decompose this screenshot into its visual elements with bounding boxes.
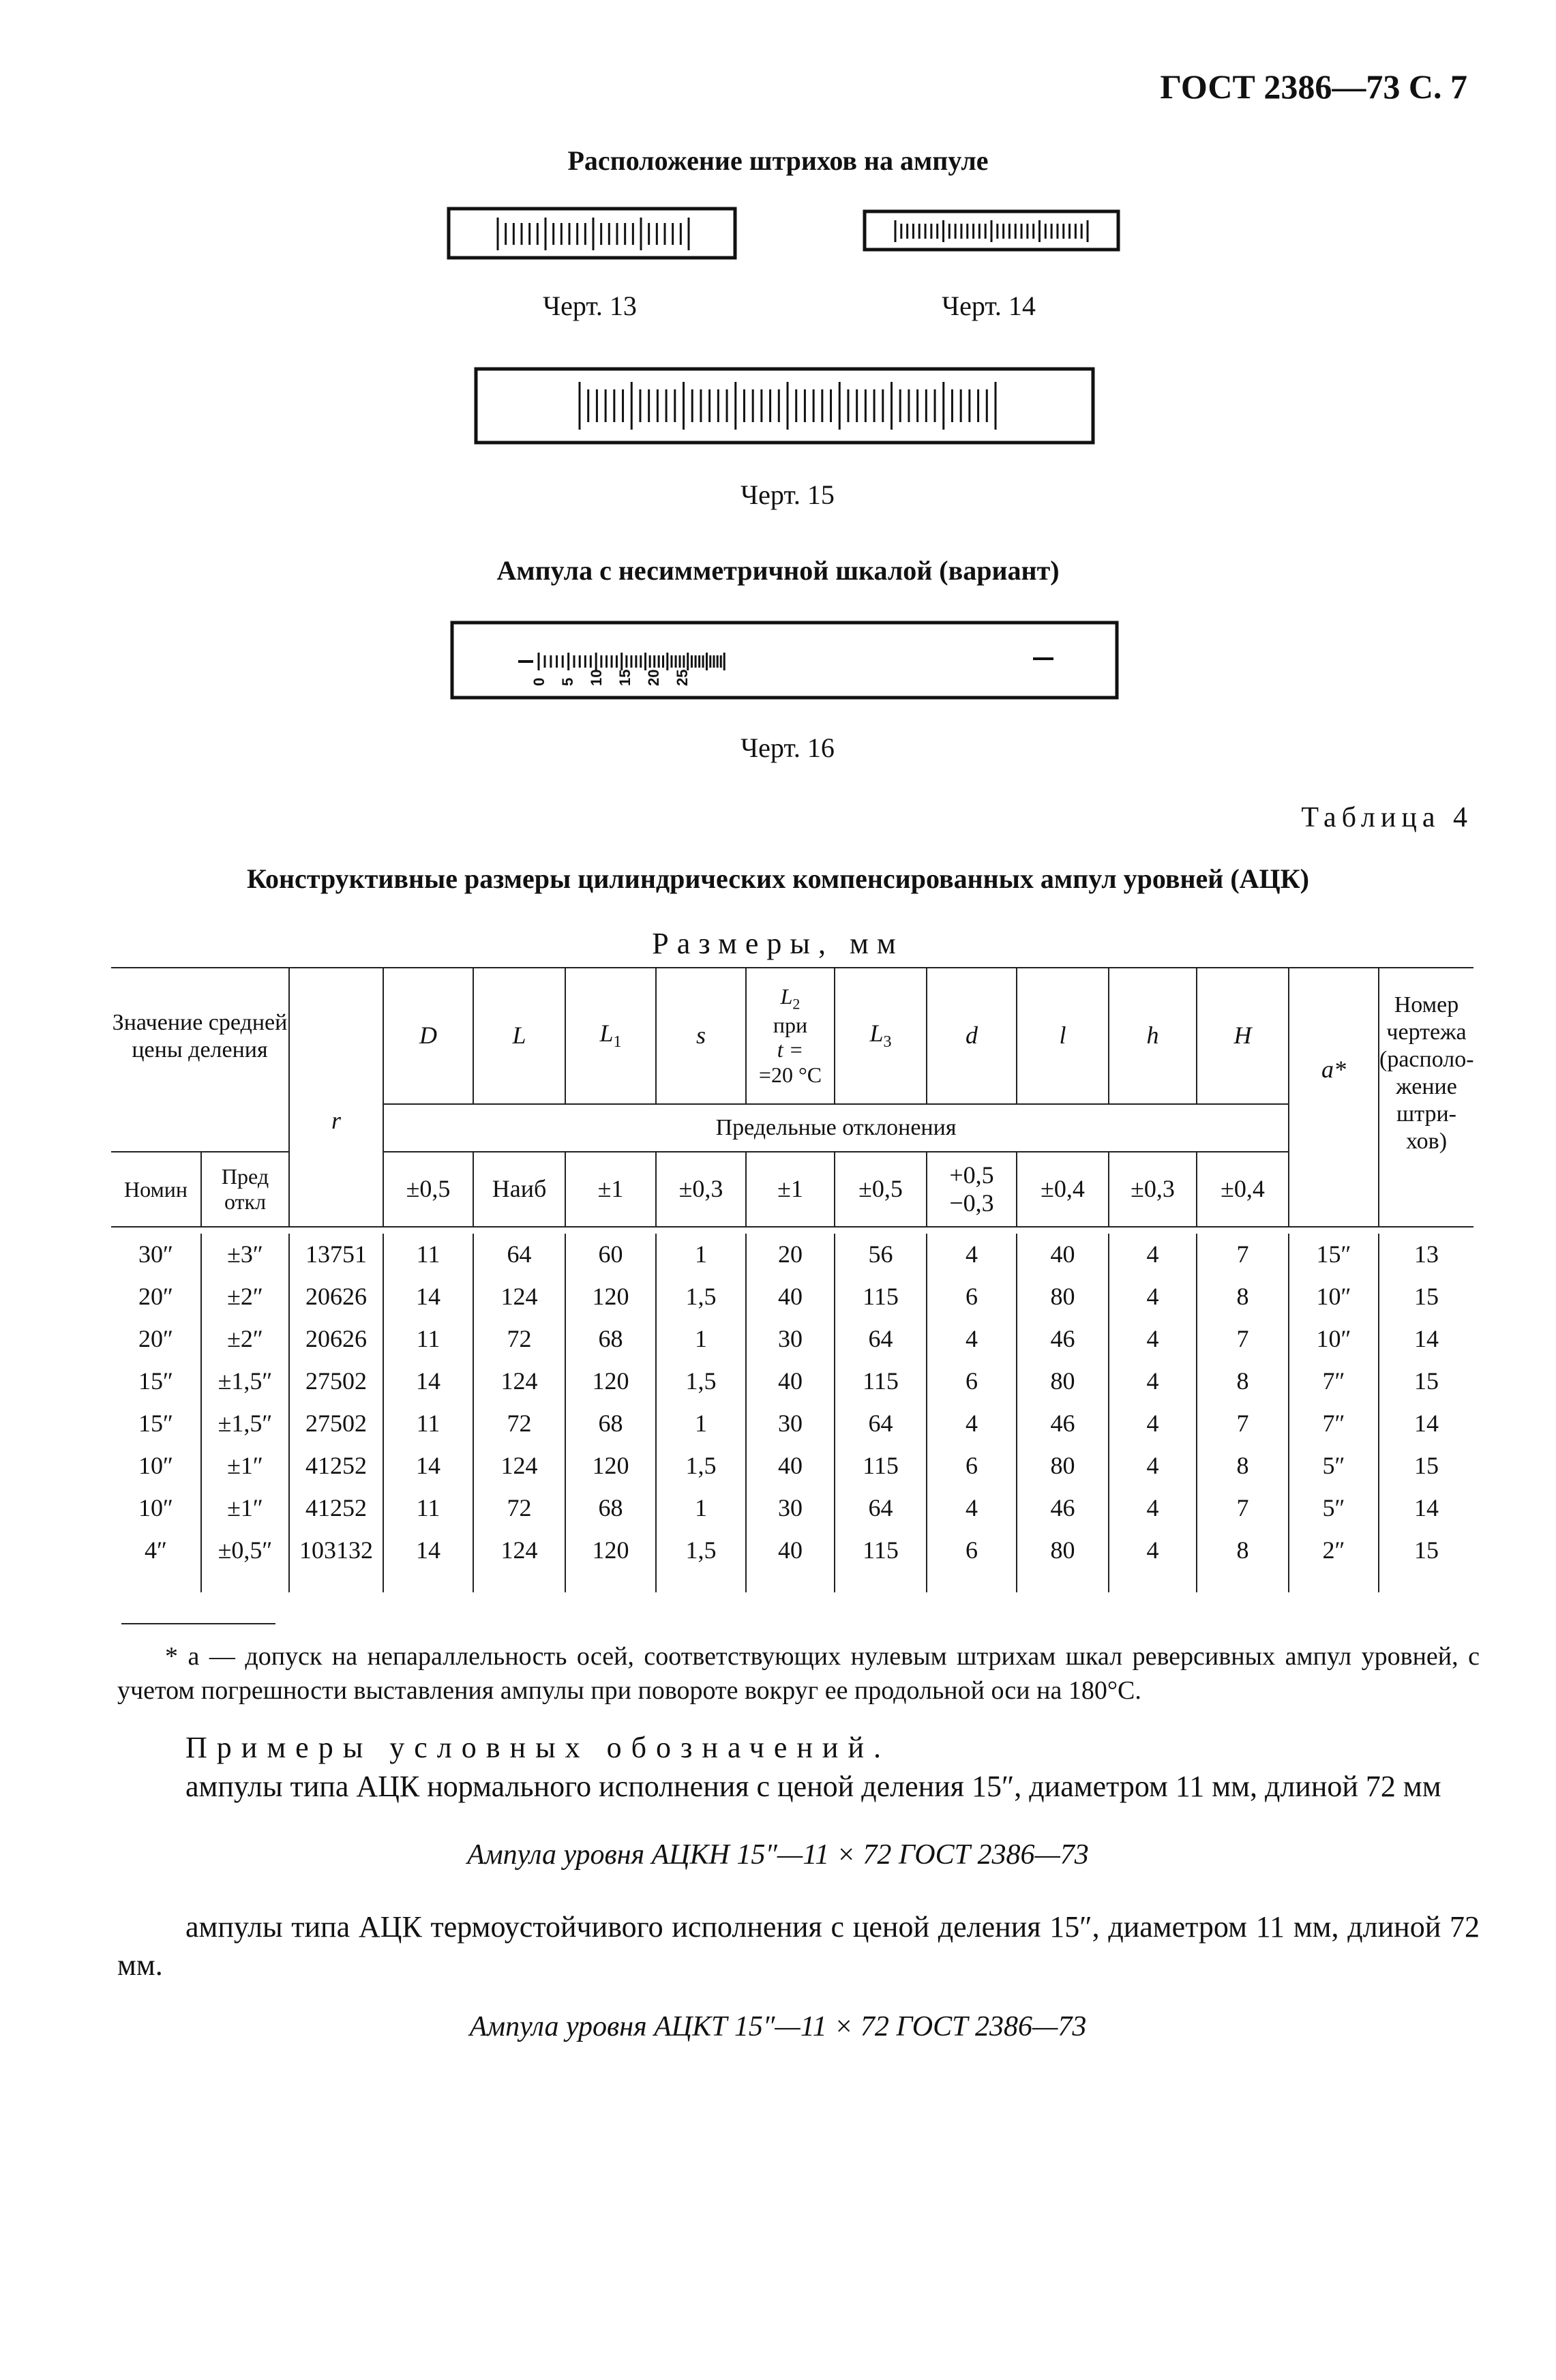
cell-L: 64: [473, 1234, 565, 1276]
cell-a: 7″: [1289, 1403, 1379, 1445]
cell-D: 14: [383, 1276, 473, 1318]
figure-15-caption: Черт. 15: [740, 479, 835, 510]
cell-h: 4: [1109, 1318, 1197, 1360]
cell-H: 7: [1197, 1487, 1289, 1530]
tol-L1: ±1: [565, 1152, 656, 1227]
cell-L1: 60: [565, 1234, 656, 1276]
cell-L3: 64: [835, 1403, 927, 1445]
cell-fig: 15: [1414, 1367, 1439, 1395]
dimensions-table: [111, 967, 1473, 1592]
cell-d: 6: [927, 1276, 1017, 1318]
cell-l: 80: [1017, 1276, 1109, 1318]
cell-d: 4: [927, 1403, 1017, 1445]
cell-fig: 14: [1414, 1494, 1439, 1522]
scale-label: 5: [559, 677, 576, 686]
cell-D: 14: [383, 1530, 473, 1572]
cell-a: 7″: [1289, 1360, 1379, 1403]
figure-14-caption: Черт. 14: [942, 291, 1036, 321]
cell-dev: ±1,5″: [201, 1403, 289, 1445]
header-L: L: [473, 968, 565, 1104]
cell-H: 8: [1197, 1276, 1289, 1318]
example-1-designation: Ампула уровня АЦКН 15″—11 × 72 ГОСТ 2386—73: [467, 1839, 1089, 1871]
cell-L: 124: [473, 1530, 565, 1572]
cell-L: 124: [473, 1276, 565, 1318]
cell-H: 7: [1197, 1234, 1289, 1276]
table-row: [111, 1318, 1473, 1360]
cell-L1: 120: [565, 1360, 656, 1403]
cell-h: 4: [1109, 1360, 1197, 1403]
tol-L: Наиб: [473, 1152, 565, 1227]
cell-h: 4: [1109, 1234, 1197, 1276]
cell-nom: 20″: [111, 1318, 201, 1360]
cell-a: 10″: [1289, 1318, 1379, 1360]
table-number: Таблица 4: [1301, 802, 1473, 833]
cell-h: 4: [1109, 1276, 1197, 1318]
header-H: H: [1197, 968, 1289, 1104]
cell-s: 1: [656, 1234, 746, 1276]
cell-s: 1,5: [656, 1360, 746, 1403]
cell-H: 8: [1197, 1445, 1289, 1487]
cell-h: 4: [1109, 1445, 1197, 1487]
cell-s: 1,5: [656, 1445, 746, 1487]
cell-L3: 64: [835, 1318, 927, 1360]
tol-L2: ±1: [746, 1152, 835, 1227]
cell-L1: 120: [565, 1530, 656, 1572]
cell-fig: 15: [1414, 1283, 1439, 1311]
header-nominal: Номин: [111, 1152, 201, 1227]
cell-L3: 64: [835, 1487, 927, 1530]
asymmetric-scale-title: Ампула с несимметричной шкалой (вариант): [496, 555, 1060, 586]
header-L3: $L_3$: [835, 968, 927, 1104]
cell-L2: 30: [746, 1487, 835, 1530]
cell-L: 72: [473, 1487, 565, 1530]
cell-r: 20626: [289, 1318, 383, 1360]
cell-dev: ±0,5″: [201, 1530, 289, 1572]
cell-r: 27502: [289, 1403, 383, 1445]
cell-s: 1,5: [656, 1276, 746, 1318]
table-row: [111, 1234, 1473, 1276]
scale-label: 0: [530, 677, 548, 686]
cell-L2: 30: [746, 1318, 835, 1360]
cell-L3: 115: [835, 1445, 927, 1487]
tol-L3: ±0,5: [835, 1152, 927, 1227]
header-L2: $L_2$ при t = =20 °С: [746, 968, 835, 1104]
cell-H: 7: [1197, 1403, 1289, 1445]
cell-a: 15″: [1289, 1234, 1379, 1276]
cell-dev: ±1″: [201, 1445, 289, 1487]
cell-r: 13751: [289, 1234, 383, 1276]
cell-fig: 15: [1414, 1452, 1439, 1480]
header-drawing-number: Номер чертежа (располо-жение штри-хов): [1379, 968, 1473, 1227]
cell-nom: 10″: [111, 1487, 201, 1530]
cell-L3: 56: [835, 1234, 927, 1276]
cell-h: 4: [1109, 1487, 1197, 1530]
cell-l: 46: [1017, 1403, 1109, 1445]
cell-nom: 30″: [111, 1234, 201, 1276]
table-row: [111, 1276, 1473, 1318]
cell-r: 41252: [289, 1487, 383, 1530]
cell-D: 11: [383, 1234, 473, 1276]
page-header: ГОСТ 2386—73 С. 7: [1160, 68, 1467, 106]
header-h: h: [1109, 968, 1197, 1104]
header-d: d: [927, 968, 1017, 1104]
header-r: r: [289, 968, 383, 1227]
cell-l: 40: [1017, 1234, 1109, 1276]
header-L1: $L_1$: [565, 968, 656, 1104]
scale-label: 10: [588, 669, 605, 686]
cell-l: 46: [1017, 1487, 1109, 1530]
cell-r: 20626: [289, 1276, 383, 1318]
cell-H: 7: [1197, 1318, 1289, 1360]
cell-D: 11: [383, 1487, 473, 1530]
cell-L3: 115: [835, 1276, 927, 1318]
cell-D: 11: [383, 1403, 473, 1445]
table-row: [111, 1403, 1473, 1445]
table-subtitle: Размеры, мм: [652, 927, 904, 960]
cell-d: 4: [927, 1234, 1017, 1276]
table-row: [111, 1445, 1473, 1487]
cell-d: 4: [927, 1318, 1017, 1360]
cell-L2: 40: [746, 1530, 835, 1572]
figure-13-ampoule: [447, 207, 740, 263]
cell-dev: ±1,5″: [201, 1360, 289, 1403]
cell-L1: 68: [565, 1403, 656, 1445]
tol-l: ±0,4: [1017, 1152, 1109, 1227]
cell-nom: 20″: [111, 1276, 201, 1318]
cell-D: 14: [383, 1360, 473, 1403]
cell-fig: 15: [1414, 1536, 1439, 1564]
example-2-designation: Ампула уровня АЦКТ 15″—11 × 72 ГОСТ 2386—73: [469, 2011, 1087, 2042]
header-limit-deviations: Предельные отклонения: [383, 1104, 1289, 1152]
figure-16-caption: Черт. 16: [740, 732, 835, 763]
cell-a: 2″: [1289, 1530, 1379, 1572]
cell-h: 4: [1109, 1530, 1197, 1572]
table-row: [111, 1530, 1473, 1572]
cell-dev: ±1″: [201, 1487, 289, 1530]
table-row: [111, 1360, 1473, 1403]
cell-a: 10″: [1289, 1276, 1379, 1318]
cell-a: 5″: [1289, 1487, 1379, 1530]
cell-L2: 30: [746, 1403, 835, 1445]
cell-nom: 4″: [111, 1530, 201, 1572]
cell-l: 46: [1017, 1318, 1109, 1360]
tol-d: +0,5 −0,3: [927, 1152, 1017, 1227]
tol-s: ±0,3: [656, 1152, 746, 1227]
header-value-group: Значение средней цены деления: [111, 968, 289, 1104]
cell-L: 72: [473, 1318, 565, 1360]
figure-15-ampoule: [474, 367, 1098, 447]
cell-D: 11: [383, 1318, 473, 1360]
cell-L2: 40: [746, 1445, 835, 1487]
cell-l: 80: [1017, 1360, 1109, 1403]
cell-s: 1,5: [656, 1530, 746, 1572]
cell-fig: 13: [1414, 1240, 1439, 1268]
cell-L: 124: [473, 1445, 565, 1487]
table-title: Конструктивные размеры цилиндрических компенсированных ампул уровней (АЦК): [247, 863, 1309, 894]
tol-H: ±0,4: [1197, 1152, 1289, 1227]
cell-nom: 10″: [111, 1445, 201, 1487]
examples-title: Примеры условных обозначений.: [185, 1731, 891, 1764]
cell-nom: 15″: [111, 1360, 201, 1403]
cell-L3: 115: [835, 1360, 927, 1403]
header-a: a*: [1289, 968, 1379, 1227]
cell-fig: 14: [1414, 1325, 1439, 1353]
cell-L2: 20: [746, 1234, 835, 1276]
header-s: s: [656, 968, 746, 1104]
cell-l: 80: [1017, 1445, 1109, 1487]
cell-L: 72: [473, 1403, 565, 1445]
figure-13-caption: Черт. 13: [543, 291, 637, 321]
cell-s: 1: [656, 1318, 746, 1360]
cell-r: 103132: [289, 1530, 383, 1572]
cell-h: 4: [1109, 1403, 1197, 1445]
cell-H: 8: [1197, 1360, 1289, 1403]
cell-L: 124: [473, 1360, 565, 1403]
figure-14-ampoule: [863, 209, 1122, 254]
cell-L1: 120: [565, 1276, 656, 1318]
tol-h: ±0,3: [1109, 1152, 1197, 1227]
scale-label: 25: [674, 669, 691, 686]
cell-r: 27502: [289, 1360, 383, 1403]
cell-fig: 14: [1414, 1410, 1439, 1438]
figure-16-ampoule: [450, 621, 1122, 702]
cell-r: 41252: [289, 1445, 383, 1487]
cell-L2: 40: [746, 1276, 835, 1318]
cell-L1: 68: [565, 1487, 656, 1530]
cell-H: 8: [1197, 1530, 1289, 1572]
cell-d: 6: [927, 1530, 1017, 1572]
cell-L1: 68: [565, 1318, 656, 1360]
cell-d: 4: [927, 1487, 1017, 1530]
cell-d: 6: [927, 1445, 1017, 1487]
figures-section-title: Расположение штрихов на ампуле: [567, 145, 989, 176]
header-deviation: Пред откл: [201, 1152, 289, 1227]
cell-s: 1: [656, 1403, 746, 1445]
cell-dev: ±2″: [201, 1276, 289, 1318]
table-row: [111, 1487, 1473, 1530]
cell-L2: 40: [746, 1360, 835, 1403]
cell-d: 6: [927, 1360, 1017, 1403]
example-1-text: ампулы типа АЦК нормального исполнения с ценой деления 15″, диаметром 11 мм, длиной 72 мм: [185, 1770, 1441, 1803]
cell-D: 14: [383, 1445, 473, 1487]
cell-L3: 115: [835, 1530, 927, 1572]
scale-label: 20: [645, 669, 662, 686]
cell-L1: 120: [565, 1445, 656, 1487]
cell-l: 80: [1017, 1530, 1109, 1572]
scale-label: 15: [616, 669, 633, 686]
cell-a: 5″: [1289, 1445, 1379, 1487]
cell-s: 1: [656, 1487, 746, 1530]
header-D: D: [383, 968, 473, 1104]
cell-dev: ±2″: [201, 1318, 289, 1360]
footnote: * а — допуск на непараллельность осей, соответствующих нулевым штрихам шкал реверсивных ампул уровней, с учетом погрешности выставления ампулы при повороте вокруг ее продольной оси на 180°С.: [117, 1642, 1480, 1705]
example-2-text: ампулы типа АЦК термоустойчивого исполнения с ценой деления 15″, диаметром 11 мм, длиной 72 мм.: [117, 1910, 1480, 1982]
cell-nom: 15″: [111, 1403, 201, 1445]
header-l: l: [1017, 968, 1109, 1104]
tol-D: ±0,5: [383, 1152, 473, 1227]
cell-dev: ±3″: [201, 1234, 289, 1276]
footnote-separator: [121, 1623, 275, 1624]
